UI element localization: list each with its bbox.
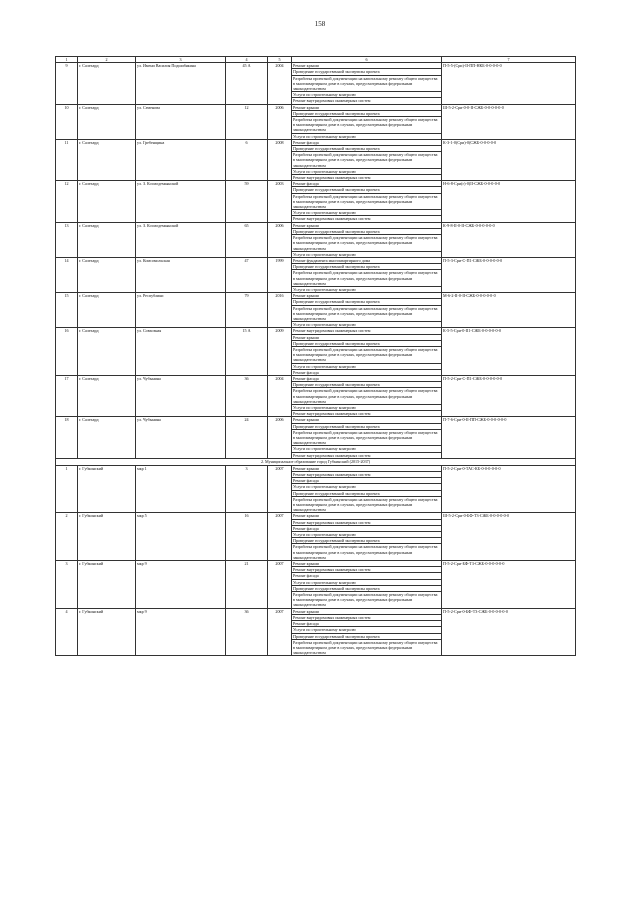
table-row — [56, 104, 576, 110]
work-type-cell: Ремонт внутридомовых инженерных систем — [292, 175, 442, 181]
building-code-cell: П-5-2-Сри-БФ-Т3-СЖБ-0-0-0-0-0-0 — [442, 561, 576, 609]
row-number-cell: 4 — [56, 608, 78, 656]
work-type-cell: Разработка проектной документации на капитальному ремонту общего имущества в многоквартирном доме в случаях, предусмотренных федеральным законодательством — [292, 592, 442, 609]
work-type-cell: Ремонт фасада — [292, 621, 442, 627]
table-row — [56, 293, 576, 299]
year-cell: 2007 — [268, 513, 292, 561]
table-row — [56, 328, 576, 334]
header-cell: 5 — [268, 57, 292, 63]
work-type-cell: Услуги по строительному контролю — [292, 286, 442, 292]
work-type-cell: Разработка проектной документации на капитальному ремонту общего имущества в многоквартирном доме в случаях, предусмотренных федеральным законодательством — [292, 75, 442, 92]
table-row — [56, 257, 576, 263]
works-table-body — [56, 57, 576, 656]
street-cell: ул. Совхозная — [136, 328, 226, 376]
work-type-cell: Ремонт крыши — [292, 63, 442, 69]
house-cell: 16 — [226, 513, 268, 561]
row-number-cell: 18 — [56, 417, 78, 458]
street-cell: мкр 9 — [136, 608, 226, 656]
work-type-cell: Ремонт крыши — [292, 104, 442, 110]
building-code-cell: П-5-3-Сри-С-П1-СЖБ-0-0-0-0-0-0 — [442, 257, 576, 292]
work-type-cell: Ремонт фасада — [292, 181, 442, 187]
table-row — [56, 375, 576, 381]
row-number-cell: 10 — [56, 104, 78, 139]
house-cell: 79 — [226, 293, 268, 328]
year-cell: 2009 — [268, 328, 292, 376]
header-cell: 3 — [136, 57, 226, 63]
work-type-cell: Ремонт крыши — [292, 293, 442, 299]
work-type-cell: Проведение государственной экспертизы проекта — [292, 146, 442, 152]
street-cell: ул. Чубынина — [136, 417, 226, 458]
house-cell: 59 — [226, 181, 268, 222]
header-cell: 7 — [442, 57, 576, 63]
page-number: 158 — [314, 20, 326, 28]
work-type-cell: Проведение государственной экспертизы проекта — [292, 299, 442, 305]
row-number-cell: 17 — [56, 375, 78, 416]
work-type-cell: Разработка проектной документации на капитальному ремонту общего имущества в многоквартирном доме в случаях, предусмотренных федеральным законодательством — [292, 152, 442, 169]
work-type-cell: Ремонт внутридомовых инженерных систем — [292, 567, 442, 573]
table-row — [56, 465, 576, 471]
city-cell: г. Салехард — [78, 375, 136, 416]
table-row — [56, 181, 576, 187]
row-number-cell: 16 — [56, 328, 78, 376]
works-table — [55, 56, 576, 656]
year-cell: 2007 — [268, 465, 292, 513]
street-cell: ул. З. Космодемьянской — [136, 181, 226, 222]
building-code-cell: П-5-5-(Сри)-II-ПП-НКБ-0-0-0-0-0 — [442, 63, 576, 104]
header-cell: 6 — [292, 57, 442, 63]
work-type-cell: Проведение государственной экспертизы проекта — [292, 382, 442, 388]
row-number-cell: 3 — [56, 561, 78, 609]
building-code-cell: М-6-2-II-0-II-СЖБ-0-0-0-0-0-0 — [442, 293, 576, 328]
work-type-cell: Услуги по строительному контролю — [292, 627, 442, 633]
house-cell: 6 — [226, 139, 268, 180]
work-type-cell: Услуги по строительному контролю — [292, 168, 442, 174]
building-code-cell: К-9-8-II-0-II-СЖБ-0-0-0-0-0-0 — [442, 222, 576, 257]
work-type-cell: Ремонт внутридомовых инженерных систем — [292, 472, 442, 478]
work-type-cell: Проведение государственной экспертизы проекта — [292, 340, 442, 346]
work-type-cell: Разработка проектной документации на капитальному ремонту общего имущества в многоквартирном доме в случаях, предусмотренных федеральным законодательством — [292, 496, 442, 513]
work-type-cell: Разработка проектной документации на капитальному ремонту общего имущества в многоквартирном доме в случаях, предусмотренных федеральным законодательством — [292, 305, 442, 322]
house-cell: 3 — [226, 465, 268, 513]
street-cell: ул. Чубынина — [136, 375, 226, 416]
row-number-cell: 2 — [56, 513, 78, 561]
year-cell: 2006 — [268, 417, 292, 458]
building-code-cell: Н-6-8-Сри(г)-0(II-СЖБ-0-0-0-0-0 — [442, 181, 576, 222]
year-cell: 2003 — [268, 181, 292, 222]
work-type-cell: Проведение государственной экспертизы проекта — [292, 110, 442, 116]
section-row — [56, 458, 576, 465]
city-cell: г. Губкинский — [78, 465, 136, 513]
city-cell: г. Салехард — [78, 257, 136, 292]
work-type-cell: Разработка проектной документации на капитальному ремонту общего имущества в многоквартирном доме в случаях, предусмотренных федеральным законодательством — [292, 388, 442, 405]
work-type-cell: Ремонт фундамента многоквартирного дома — [292, 257, 442, 263]
work-type-cell: Ремонт фасада — [292, 478, 442, 484]
street-cell: мкр 5 — [136, 513, 226, 561]
work-type-cell: Разработка проектной документации на капитальному ремонту общего имущества в многоквартирном доме в случаях, предусмотренных федеральным законодательством — [292, 429, 442, 446]
street-cell: ул. Республики — [136, 293, 226, 328]
street-cell: ул. Семенова — [136, 104, 226, 139]
work-type-cell: Услуги по строительному контролю — [292, 363, 442, 369]
work-type-cell: Ремонт фасада — [292, 573, 442, 579]
year-cell: 2004 — [268, 63, 292, 104]
city-cell: г. Салехард — [78, 104, 136, 139]
work-type-cell: Услуги по строительному контролю — [292, 404, 442, 410]
year-cell: 2006 — [268, 222, 292, 257]
work-type-cell: Ремонт крыши — [292, 222, 442, 228]
table-row — [56, 63, 576, 69]
work-type-cell: Проведение государственной экспертизы проекта — [292, 538, 442, 544]
street-cell: ул. Комсомольская — [136, 257, 226, 292]
work-type-cell: Услуги по строительному контролю — [292, 484, 442, 490]
work-type-cell: Разработка проектной документации на капитальному ремонту общего имущества в многоквартирном доме в случаях, предусмотренных федеральным законодательством — [292, 270, 442, 287]
work-type-cell: Ремонт внутридомовых инженерных систем — [292, 328, 442, 334]
work-type-cell: Услуги по строительному контролю — [292, 251, 442, 257]
city-cell: г. Салехард — [78, 417, 136, 458]
work-type-cell: Разработка проектной документации на капитальному ремонту общего имущества в многоквартирном доме в случаях, предусмотренных федеральным законодательством — [292, 639, 442, 656]
row-number-cell: 11 — [56, 139, 78, 180]
row-number-cell: 9 — [56, 63, 78, 104]
work-type-cell: Разработка проектной документации на капитальному ремонту общего имущества в многоквартирном доме в случаях, предусмотренных федеральным законодательством — [292, 346, 442, 363]
work-type-cell: Услуги по строительному контролю — [292, 210, 442, 216]
row-number-cell: 15 — [56, 293, 78, 328]
table-row — [56, 513, 576, 519]
work-type-cell: Проведение государственной экспертизы проекта — [292, 490, 442, 496]
year-cell: 2007 — [268, 608, 292, 656]
work-type-cell: Разработка проектной документации на капитальному ремонту общего имущества в многоквартирном доме в случаях, предусмотренных федеральным законодательством — [292, 544, 442, 561]
street-cell: ул. Имени Василия Подшибякина — [136, 63, 226, 104]
building-code-cell: П-7-6-Сри-0-II-ПП-СЖБ-0-0-0-0-0-0 — [442, 417, 576, 458]
work-type-cell: Проведение государственной экспертизы проекта — [292, 585, 442, 591]
city-cell: г. Губкинский — [78, 561, 136, 609]
house-cell: 36 — [226, 375, 268, 416]
street-cell: мкр 1 — [136, 465, 226, 513]
work-type-cell: Ремонт крыши — [292, 513, 442, 519]
building-code-cell: Ш-5-2-Сри-0-БФ-Т3-СЖБ-0-0-0-0-0-0 — [442, 513, 576, 561]
house-cell: 36 — [226, 608, 268, 656]
work-type-cell: Ремонт фасада — [292, 139, 442, 145]
street-cell: ул. Гребенщина — [136, 139, 226, 180]
house-cell: 45 А — [226, 63, 268, 104]
city-cell: г. Салехард — [78, 293, 136, 328]
city-cell: г. Салехард — [78, 139, 136, 180]
work-type-cell: Проведение государственной экспертизы проекта — [292, 228, 442, 234]
table-row — [56, 608, 576, 614]
work-type-cell: Ремонт внутридомовых инженерных систем — [292, 411, 442, 417]
building-code-cell: П-5-2-Сри-0-БФ-Т3-СЖБ-0-0-0-0-0-0 — [442, 608, 576, 656]
year-cell: 1999 — [268, 257, 292, 292]
table-row — [56, 139, 576, 145]
house-cell: 65 — [226, 222, 268, 257]
work-type-cell: Разработка проектной документации на капитальному ремонту общего имущества в многоквартирном доме в случаях, предусмотренных федеральным законодательством — [292, 235, 442, 252]
work-type-cell: Услуги по строительному контролю — [292, 133, 442, 139]
city-cell: г. Салехард — [78, 222, 136, 257]
city-cell: г. Салехард — [78, 181, 136, 222]
city-cell: г. Салехард — [78, 328, 136, 376]
work-type-cell: Проведение государственной экспертизы проекта — [292, 187, 442, 193]
building-code-cell: П-5-2-Сри-С-П1-СЖБ-0-0-0-0-0-0 — [442, 375, 576, 416]
building-code-cell: К-3-1-0(Сри)-0(СЖБ-0-0-0-0-0 — [442, 139, 576, 180]
city-cell: г. Губкинский — [78, 513, 136, 561]
work-type-cell: Ремонт внутридомовых инженерных систем — [292, 98, 442, 104]
header-cell: 2 — [78, 57, 136, 63]
year-cell: 2016 — [268, 293, 292, 328]
work-type-cell: Ремонт крыши — [292, 417, 442, 423]
year-cell: 2006 — [268, 104, 292, 139]
house-cell: 15 А — [226, 328, 268, 376]
section-title-cell: 2. Муниципальное образование город Губкинский (2015-2037) — [56, 458, 576, 465]
street-cell: мкр 9 — [136, 561, 226, 609]
city-cell: г. Салехард — [78, 63, 136, 104]
work-type-cell: Услуги по строительному контролю — [292, 446, 442, 452]
street-cell: ул. З. Космодемьянской — [136, 222, 226, 257]
building-code-cell: П-5-2-Сри-0-ТАС-КБ-0-0-0-0-0-0 — [442, 465, 576, 513]
work-type-cell: Ремонт внутридомовых инженерных систем — [292, 452, 442, 458]
work-type-cell: Разработка проектной документации на капитальному ремонту общего имущества в многоквартирном доме в случаях, предусмотренных федеральным законодательством — [292, 117, 442, 134]
header-cell: 1 — [56, 57, 78, 63]
house-cell: 47 — [226, 257, 268, 292]
row-number-cell: 14 — [56, 257, 78, 292]
city-cell: г. Губкинский — [78, 608, 136, 656]
work-type-cell: Ремонт внутридомовых инженерных систем — [292, 614, 442, 620]
building-code-cell: Ш-5-2-Сри-0-0-II-СЖБ-0-0-0-0-0-0 — [442, 104, 576, 139]
work-type-cell: Проведение государственной экспертизы проекта — [292, 69, 442, 75]
work-type-cell: Ремонт внутридомовых инженерных систем — [292, 519, 442, 525]
row-number-cell: 12 — [56, 181, 78, 222]
work-type-cell: Услуги по строительному контролю — [292, 92, 442, 98]
work-type-cell: Ремонт фасада — [292, 525, 442, 531]
work-type-cell: Ремонт внутридомовых инженерных систем — [292, 216, 442, 222]
work-type-cell: Ремонт крыши — [292, 608, 442, 614]
work-type-cell: Ремонт фасада — [292, 375, 442, 381]
work-type-cell: Проведение государственной экспертизы проекта — [292, 264, 442, 270]
work-type-cell: Проведение государственной экспертизы проекта — [292, 423, 442, 429]
house-cell: 24 — [226, 417, 268, 458]
house-cell: 21 — [226, 561, 268, 609]
work-type-cell: Услуги по строительному контролю — [292, 322, 442, 328]
work-type-cell: Ремонт крыши — [292, 561, 442, 567]
work-type-cell: Ремонт крыши — [292, 334, 442, 340]
work-type-cell: Проведение государственной экспертизы проекта — [292, 633, 442, 639]
table-row — [56, 222, 576, 228]
house-cell: 12 — [226, 104, 268, 139]
work-type-cell: Ремонт крыши — [292, 465, 442, 471]
table-row — [56, 417, 576, 423]
work-type-cell: Услуги по строительному контролю — [292, 579, 442, 585]
table-row — [56, 561, 576, 567]
year-cell: 2008 — [268, 139, 292, 180]
year-cell: 2007 — [268, 561, 292, 609]
header-cell: 4 — [226, 57, 268, 63]
row-number-cell: 13 — [56, 222, 78, 257]
works-table-container — [55, 56, 575, 656]
work-type-cell: Разработка проектной документации на капитальному ремонту общего имущества в многоквартирном доме в случаях, предусмотренных федеральным законодательством — [292, 193, 442, 210]
year-cell: 2004 — [268, 375, 292, 416]
building-code-cell: К-5-5-Сри-0-II1-СЖБ-0-0-0-0-0-0 — [442, 328, 576, 376]
work-type-cell: Услуги по строительному контролю — [292, 532, 442, 538]
row-number-cell: 1 — [56, 465, 78, 513]
work-type-cell: Ремонт фасада — [292, 369, 442, 375]
